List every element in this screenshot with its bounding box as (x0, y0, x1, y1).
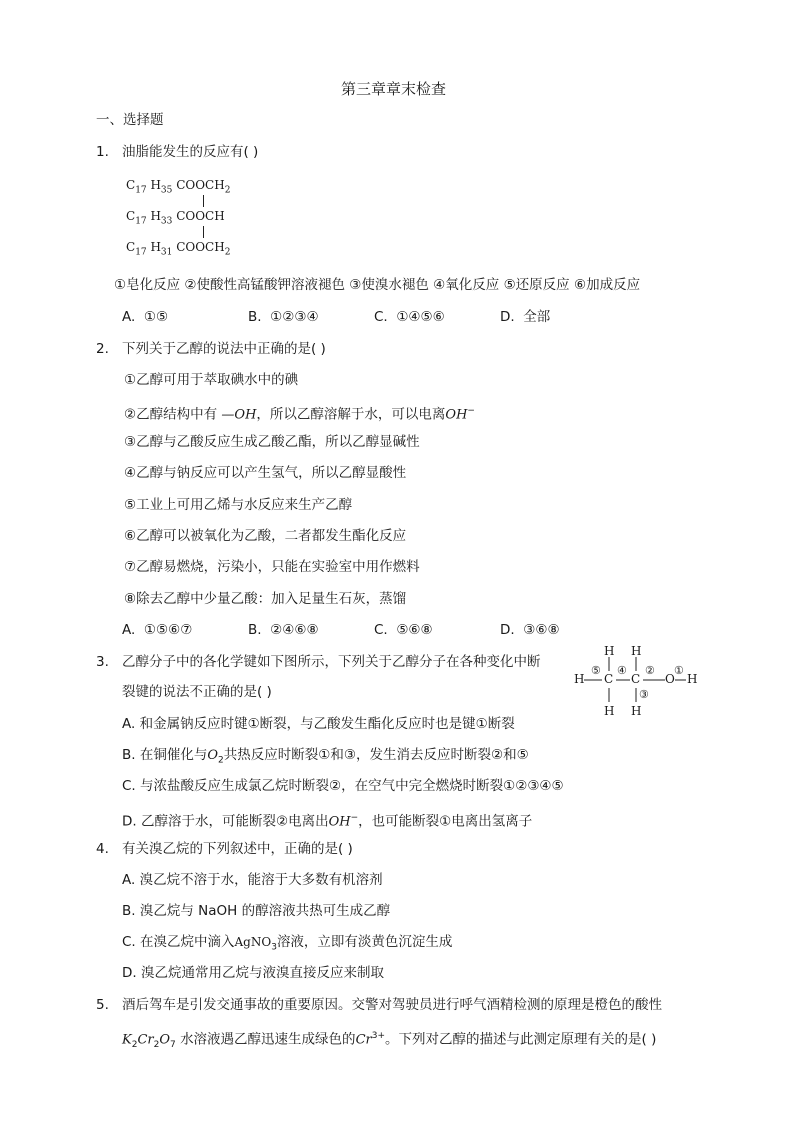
bond-label-4: ④ (617, 664, 627, 677)
q3-option-a[interactable]: A. 和金属钠反应时键①断裂，与乙酸发生酯化反应时也是键①断裂 (122, 716, 515, 732)
q3-option-d[interactable]: D. 乙醇溶于水，可能断裂②电离出OH−，也可能断裂①电离出氢离子 (122, 813, 533, 830)
atom-o: O (665, 672, 675, 686)
q1-stem: 油脂能发生的反应有( ) (122, 144, 259, 160)
atom-h: H (687, 672, 698, 686)
q4-option-c[interactable]: C. 在溴乙烷中滴入AgNO$_3$溶液，立即有淡黄色沉淀生成 (122, 934, 453, 953)
atom-h: H (574, 672, 585, 686)
q2-option-c[interactable]: C. ⑤⑥⑧ (374, 622, 433, 638)
q4-option-d[interactable]: D. 溴乙烷通常用乙烷与液溴直接反应来制取 (122, 965, 384, 981)
q3-option-b[interactable]: B. 在铜催化与$O_2$共热反应时断裂①和③，发生消去反应时断裂②和⑤ (122, 747, 529, 766)
atom-c: C (631, 672, 641, 686)
q2-item-4: ④乙醇与钠反应可以产生氢气，所以乙醇显酸性 (124, 465, 407, 481)
q2-item-6: ⑥乙醇可以被氧化为乙酸，二者都发生酯化反应 (124, 528, 407, 544)
atom-h: H (604, 644, 615, 658)
q2-option-b[interactable]: B. ②④⑥⑧ (248, 622, 319, 638)
atom-c: C (604, 672, 614, 686)
q5-stem-line-2: $K_2Cr_2O_7$ 水溶液遇乙醇迅速生成绿色的$Cr^{3+}$。下列对乙醇的描述与此测定原理有关的是( ) (122, 1031, 657, 1051)
q2-item-1: ①乙醇可用于萃取碘水中的碘 (124, 372, 299, 388)
bond-label-2: ② (645, 664, 655, 677)
section-heading: 一、选择题 (96, 112, 164, 128)
q2-option-d[interactable]: D. ③⑥⑧ (500, 622, 560, 638)
formula-row-3: $C_{17}$ $H_{31}$ $COOCH_2$ (126, 240, 231, 258)
q3-stem-line-2: 裂键的说法不正确的是( ) (122, 684, 272, 700)
q2-item-2: ②乙醇结构中有 —OH，所以乙醇溶解于水，可以电离OH− (124, 406, 475, 423)
q2-item-3: ③乙醇与乙酸反应生成乙酸乙酯，所以乙醇显碱性 (124, 434, 420, 450)
bond-line (203, 226, 204, 238)
q2-item-7: ⑦乙醇易燃烧，污染小，只能在实验室中用作燃料 (124, 559, 420, 575)
atom-h: H (631, 704, 642, 718)
bond-line (203, 195, 204, 207)
page-title: 第三章章末检查 (341, 80, 447, 98)
q3-option-c[interactable]: C. 与浓盐酸反应生成氯乙烷时断裂②，在空气中完全燃烧时断裂①②③④⑤ (122, 778, 564, 794)
bond-label-1: ① (674, 664, 684, 677)
q5-number: 5. (96, 997, 109, 1013)
q5-stem-line-1: 酒后驾车是引发交通事故的重要原因。交警对驾驶员进行呼气酒精检测的原理是橙色的酸性 (122, 997, 662, 1013)
formula-row-1: $C_{17}$ $H_{35}$ $COOCH_2$ (126, 178, 231, 196)
atom-h: H (631, 644, 642, 658)
atom-h: H (604, 704, 615, 718)
bond-label-5: ⑤ (591, 664, 601, 677)
q4-number: 4. (96, 841, 109, 857)
ethanol-structure-diagram (574, 644, 700, 720)
q3-stem-line-1: 乙醇分子中的各化学键如下图所示，下列关于乙醇分子在各种变化中断 (122, 654, 541, 670)
q3-number: 3. (96, 654, 109, 670)
q2-option-a[interactable]: A. ①⑤⑥⑦ (122, 622, 193, 638)
q4-stem: 有关溴乙烷的下列叙述中，正确的是( ) (122, 841, 353, 857)
q1-option-c[interactable]: C. ①④⑤⑥ (374, 309, 445, 325)
q1-option-d[interactable]: D. 全部 (500, 309, 551, 325)
bond-label-3: ③ (639, 688, 649, 701)
q2-item-5: ⑤工业上可用乙烯与水反应来生产乙醇 (124, 497, 353, 513)
q1-statements: ①皂化反应 ②使酸性高锰酸钾溶液褪色 ③使溴水褪色 ④氧化反应 ⑤还原反应 ⑥加成反应 (114, 277, 641, 293)
q1-option-a[interactable]: A. ①⑤ (122, 309, 169, 325)
q2-stem: 下列关于乙醇的说法中正确的是( ) (122, 341, 326, 357)
q2-item-8: ⑧除去乙醇中少量乙酸：加入足量生石灰，蒸馏 (124, 591, 407, 607)
q1-option-b[interactable]: B. ①②③④ (248, 309, 319, 325)
q2-number: 2. (96, 341, 109, 357)
q4-option-a[interactable]: A. 溴乙烷不溶于水，能溶于大多数有机溶剂 (122, 872, 383, 888)
q4-option-b[interactable]: B. 溴乙烷与 NaOH 的醇溶液共热可生成乙醇 (122, 903, 391, 919)
formula-row-2: $C_{17}$ $H_{33}$ COOCH (126, 209, 225, 227)
q1-number: 1. (96, 144, 109, 160)
